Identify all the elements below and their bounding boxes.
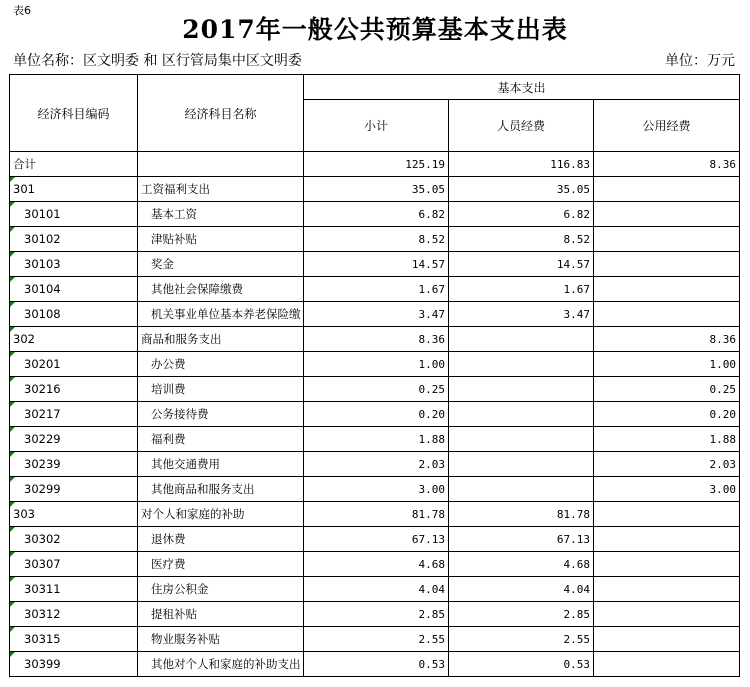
cell-personnel[interactable]: 4.04 — [449, 577, 594, 602]
cell-personnel[interactable] — [449, 402, 594, 427]
cell-name[interactable]: 退休费 — [138, 527, 304, 552]
cell-marker-icon — [10, 652, 15, 657]
cell-subtotal[interactable]: 3.00 — [304, 477, 449, 502]
cell-personnel[interactable] — [449, 427, 594, 452]
cell-subtotal[interactable]: 67.13 — [304, 527, 449, 552]
cell-subtotal[interactable]: 8.36 — [304, 327, 449, 352]
cell-public[interactable] — [594, 577, 740, 602]
table-row — [10, 627, 740, 652]
cell-code[interactable]: 30299 — [10, 477, 138, 502]
cell-public[interactable] — [594, 252, 740, 277]
cell-subtotal[interactable]: 0.25 — [304, 377, 449, 402]
cell-personnel[interactable]: 67.13 — [449, 527, 594, 552]
table-row — [10, 602, 740, 627]
cell-personnel[interactable]: 1.67 — [449, 277, 594, 302]
cell-code[interactable]: 30302 — [10, 527, 138, 552]
cell-code[interactable]: 30101 — [10, 202, 138, 227]
cell-marker-icon — [10, 177, 15, 182]
cell-name[interactable]: 对个人和家庭的补助 — [138, 502, 304, 527]
cell-public[interactable]: 1.00 — [594, 352, 740, 377]
cell-public[interactable] — [594, 627, 740, 652]
unit-name: 单位名称：区文明委 和 区行管局集中区文明委 — [13, 53, 302, 69]
header-personnel: 人员经费 — [449, 100, 594, 152]
table-row — [10, 427, 740, 452]
cell-personnel[interactable]: 81.78 — [449, 502, 594, 527]
sheet-label: 表6 — [13, 4, 31, 17]
cell-name[interactable]: 办公费 — [138, 352, 304, 377]
cell-public[interactable]: 8.36 — [594, 152, 740, 177]
cell-public[interactable] — [594, 177, 740, 202]
table-row — [10, 502, 740, 527]
cell-marker-icon — [10, 502, 15, 507]
cell-personnel[interactable] — [449, 327, 594, 352]
cell-code[interactable]: 30102 — [10, 227, 138, 252]
cell-code[interactable]: 30307 — [10, 552, 138, 577]
cell-public[interactable]: 3.00 — [594, 477, 740, 502]
cell-name[interactable]: 奖金 — [138, 252, 304, 277]
cell-name[interactable]: 公务接待费 — [138, 402, 304, 427]
budget-table — [9, 74, 740, 677]
cell-name[interactable]: 工资福利支出 — [138, 177, 304, 202]
cell-personnel[interactable]: 4.68 — [449, 552, 594, 577]
cell-code[interactable]: 302 — [10, 327, 138, 352]
cell-personnel[interactable]: 14.57 — [449, 252, 594, 277]
cell-marker-icon — [10, 227, 15, 232]
cell-public[interactable] — [594, 502, 740, 527]
table-row — [10, 202, 740, 227]
cell-code[interactable]: 30201 — [10, 352, 138, 377]
cell-code[interactable]: 30217 — [10, 402, 138, 427]
table-row — [10, 377, 740, 402]
cell-name[interactable]: 培训费 — [138, 377, 304, 402]
cell-marker-icon — [10, 377, 15, 382]
header-basic-expenditure: 基本支出 — [304, 75, 740, 100]
cell-name[interactable]: 机关事业单位基本养老保险缴 — [138, 302, 304, 327]
cell-personnel[interactable] — [449, 352, 594, 377]
cell-subtotal[interactable]: 1.67 — [304, 277, 449, 302]
cell-marker-icon — [10, 402, 15, 407]
cell-public[interactable]: 0.20 — [594, 402, 740, 427]
cell-public[interactable] — [594, 202, 740, 227]
cell-code[interactable]: 30103 — [10, 252, 138, 277]
cell-public[interactable]: 2.03 — [594, 452, 740, 477]
cell-subtotal[interactable]: 1.88 — [304, 427, 449, 452]
cell-public[interactable] — [594, 552, 740, 577]
cell-marker-icon — [10, 252, 15, 257]
cell-name[interactable]: 提租补贴 — [138, 602, 304, 627]
cell-code[interactable]: 合计 — [10, 152, 138, 177]
cell-code[interactable]: 30216 — [10, 377, 138, 402]
cell-subtotal[interactable]: 6.82 — [304, 202, 449, 227]
cell-public[interactable]: 1.88 — [594, 427, 740, 452]
cell-marker-icon — [10, 352, 15, 357]
cell-subtotal[interactable]: 0.53 — [304, 652, 449, 677]
cell-public[interactable] — [594, 652, 740, 677]
cell-personnel[interactable]: 2.55 — [449, 627, 594, 652]
cell-name[interactable] — [138, 152, 304, 177]
cell-public[interactable] — [594, 227, 740, 252]
table-row — [10, 577, 740, 602]
page-title: 2017年一般公共预算基本支出表 — [182, 15, 568, 44]
table-row — [10, 402, 740, 427]
cell-public[interactable] — [594, 602, 740, 627]
table-row — [10, 477, 740, 502]
header-code: 经济科目编码 — [10, 75, 138, 152]
cell-subtotal[interactable]: 35.05 — [304, 177, 449, 202]
cell-public[interactable] — [594, 527, 740, 552]
table-row — [10, 552, 740, 577]
table-row — [10, 277, 740, 302]
cell-code[interactable]: 30108 — [10, 302, 138, 327]
cell-subtotal[interactable]: 3.47 — [304, 302, 449, 327]
cell-code[interactable]: 30239 — [10, 452, 138, 477]
cell-name[interactable]: 其他交通费用 — [138, 452, 304, 477]
cell-public[interactable]: 0.25 — [594, 377, 740, 402]
header-subtotal: 小计 — [304, 100, 449, 152]
cell-personnel[interactable]: 6.82 — [449, 202, 594, 227]
cell-subtotal[interactable]: 0.20 — [304, 402, 449, 427]
cell-code[interactable]: 30229 — [10, 427, 138, 452]
cell-subtotal[interactable]: 1.00 — [304, 352, 449, 377]
cell-marker-icon — [10, 452, 15, 457]
cell-marker-icon — [10, 427, 15, 432]
cell-name[interactable]: 其他社会保障缴费 — [138, 277, 304, 302]
cell-code[interactable]: 30399 — [10, 652, 138, 677]
table-row — [10, 302, 740, 327]
cell-name[interactable]: 其他对个人和家庭的补助支出 — [138, 652, 304, 677]
cell-personnel[interactable]: 116.83 — [449, 152, 594, 177]
table-row — [10, 177, 740, 202]
cell-name[interactable]: 其他商品和服务支出 — [138, 477, 304, 502]
table-row — [10, 227, 740, 252]
cell-personnel[interactable]: 35.05 — [449, 177, 594, 202]
cell-subtotal[interactable]: 8.52 — [304, 227, 449, 252]
unit-label: 单位：万元 — [665, 53, 735, 69]
cell-name[interactable]: 津贴补贴 — [138, 227, 304, 252]
cell-code[interactable]: 30312 — [10, 602, 138, 627]
cell-code[interactable]: 30315 — [10, 627, 138, 652]
cell-public[interactable]: 8.36 — [594, 327, 740, 352]
cell-marker-icon — [10, 577, 15, 582]
table-row — [10, 527, 740, 552]
cell-code[interactable]: 301 — [10, 177, 138, 202]
cell-marker-icon — [10, 477, 15, 482]
cell-marker-icon — [10, 602, 15, 607]
cell-personnel[interactable]: 2.85 — [449, 602, 594, 627]
cell-marker-icon — [10, 552, 15, 557]
cell-name[interactable]: 物业服务补贴 — [138, 627, 304, 652]
cell-public[interactable] — [594, 277, 740, 302]
header-public: 公用经费 — [594, 100, 740, 152]
cell-name[interactable]: 医疗费 — [138, 552, 304, 577]
cell-name[interactable]: 住房公积金 — [138, 577, 304, 602]
cell-personnel[interactable] — [449, 452, 594, 477]
cell-marker-icon — [10, 527, 15, 532]
cell-subtotal[interactable]: 14.57 — [304, 252, 449, 277]
cell-subtotal[interactable]: 2.85 — [304, 602, 449, 627]
cell-subtotal[interactable]: 81.78 — [304, 502, 449, 527]
table-row — [10, 152, 740, 177]
cell-subtotal[interactable]: 4.68 — [304, 552, 449, 577]
table-row — [10, 652, 740, 677]
cell-code[interactable]: 30311 — [10, 577, 138, 602]
cell-marker-icon — [10, 302, 15, 307]
cell-personnel[interactable]: 8.52 — [449, 227, 594, 252]
header-name: 经济科目名称 — [138, 75, 304, 152]
cell-name[interactable]: 福利费 — [138, 427, 304, 452]
cell-code[interactable]: 303 — [10, 502, 138, 527]
table-row — [10, 327, 740, 352]
cell-public[interactable] — [594, 302, 740, 327]
table-row — [10, 252, 740, 277]
cell-subtotal[interactable]: 4.04 — [304, 577, 449, 602]
cell-marker-icon — [10, 627, 15, 632]
cell-marker-icon — [10, 202, 15, 207]
cell-personnel[interactable] — [449, 377, 594, 402]
cell-code[interactable]: 30104 — [10, 277, 138, 302]
table-row — [10, 352, 740, 377]
cell-name[interactable]: 基本工资 — [138, 202, 304, 227]
cell-personnel[interactable]: 3.47 — [449, 302, 594, 327]
cell-subtotal[interactable]: 125.19 — [304, 152, 449, 177]
cell-name[interactable]: 商品和服务支出 — [138, 327, 304, 352]
cell-subtotal[interactable]: 2.55 — [304, 627, 449, 652]
table-row — [10, 452, 740, 477]
cell-subtotal[interactable]: 2.03 — [304, 452, 449, 477]
cell-personnel[interactable] — [449, 477, 594, 502]
cell-marker-icon — [10, 327, 15, 332]
table-body — [10, 152, 740, 677]
cell-personnel[interactable]: 0.53 — [449, 652, 594, 677]
cell-marker-icon — [10, 277, 15, 282]
